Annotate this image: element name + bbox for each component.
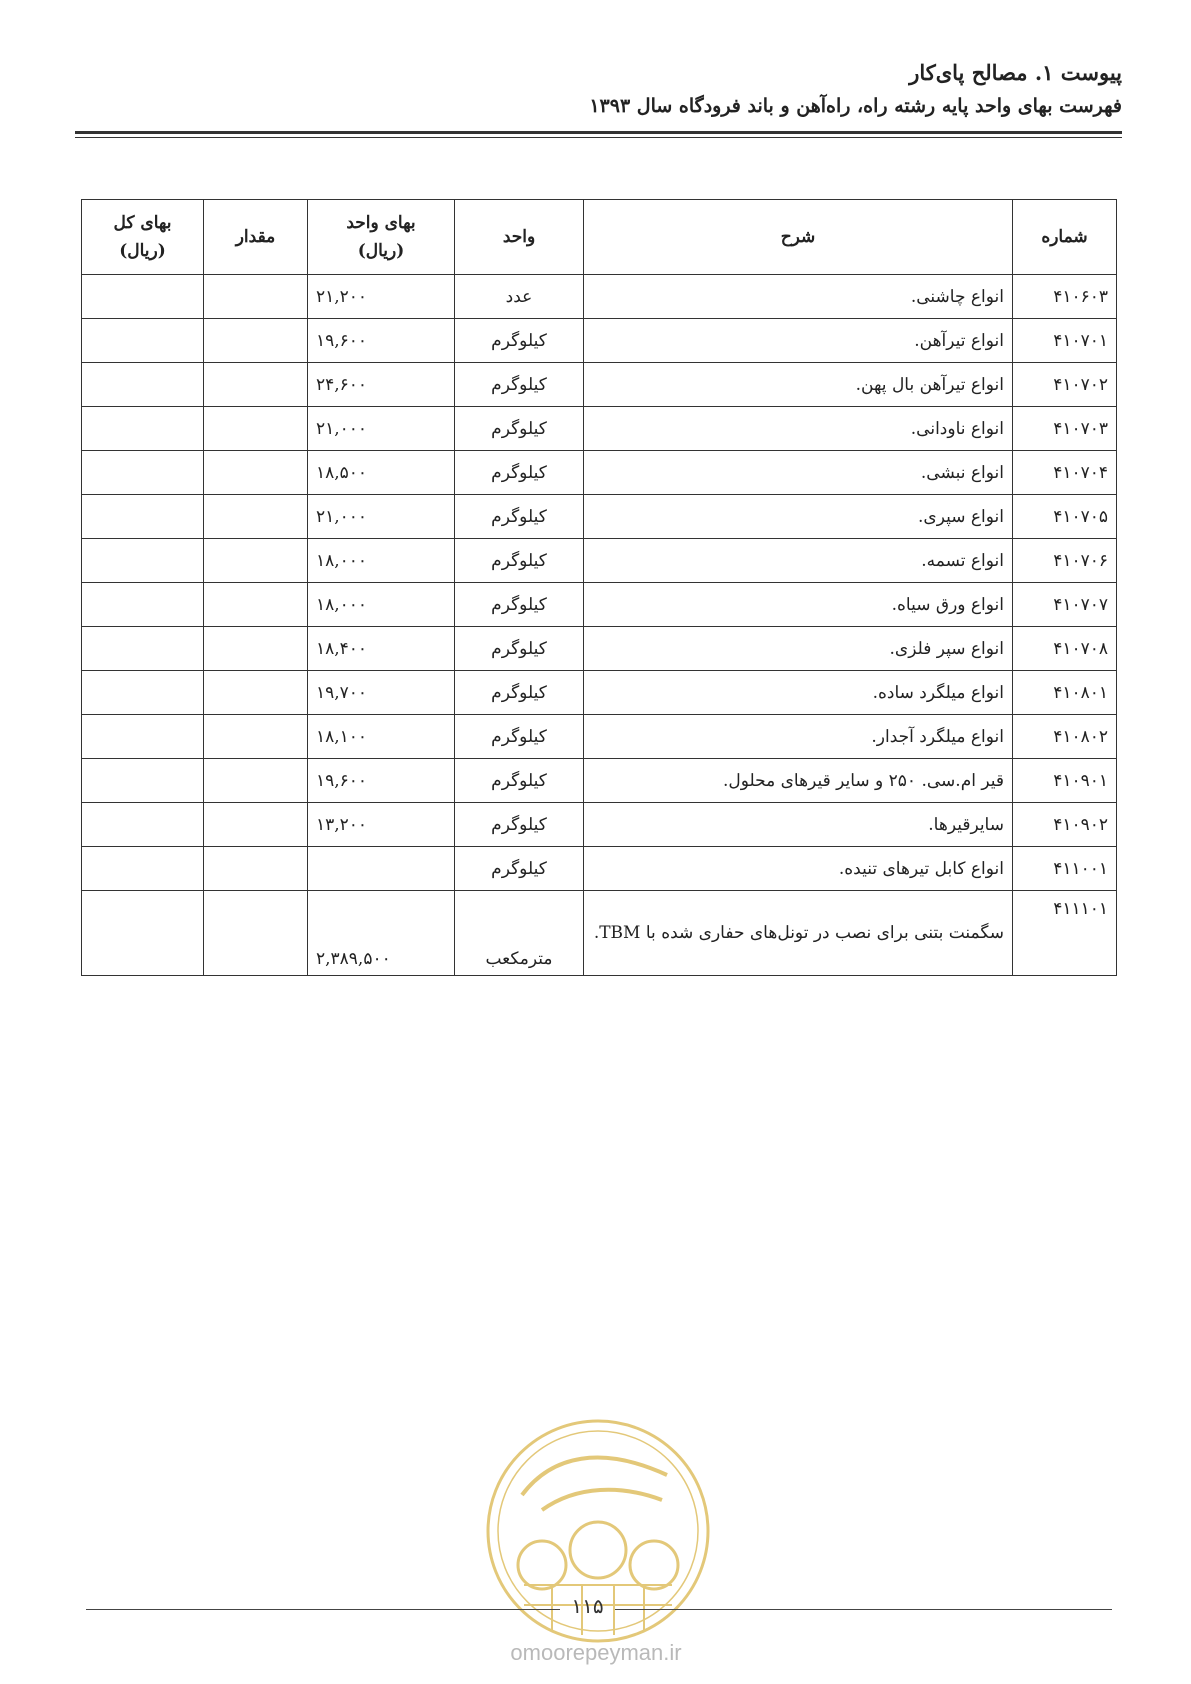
row-description: انواع چاشنی.: [584, 275, 1013, 319]
row-code: ۴۱۰۷۰۲: [1013, 363, 1117, 407]
table-header-row: [82, 200, 1117, 275]
row-total: [82, 891, 204, 976]
table-row: [82, 847, 1117, 891]
row-unit: مترمکعب: [455, 891, 584, 976]
row-total: [82, 715, 204, 759]
row-description: انواع تیرآهن.: [584, 319, 1013, 363]
row-code: ۴۱۰۸۰۱: [1013, 671, 1117, 715]
row-total: [82, 539, 204, 583]
document-subtitle: فهرست بهای واحد پایه رشته راه، راه‌آهن و باند فرودگاه سال ۱۳۹۳: [589, 95, 1122, 117]
row-quantity: [204, 407, 308, 451]
row-description: انواع میلگرد آجدار.: [584, 715, 1013, 759]
table-row: [82, 627, 1117, 671]
table-row: [82, 891, 1117, 976]
row-quantity: [204, 803, 308, 847]
row-unit-price: ۱۹,۶۰۰: [308, 319, 455, 363]
header-unit: واحد: [455, 200, 584, 275]
row-unit: کیلوگرم: [455, 803, 584, 847]
header-total-label: بهای کل: [113, 213, 172, 233]
row-code: ۴۱۰۸۰۲: [1013, 715, 1117, 759]
row-unit: کیلوگرم: [455, 847, 584, 891]
row-unit: کیلوگرم: [455, 627, 584, 671]
table-row: [82, 583, 1117, 627]
row-code: ۴۱۰۷۰۳: [1013, 407, 1117, 451]
row-unit-price: ۱۸,۱۰۰: [308, 715, 455, 759]
row-quantity: [204, 627, 308, 671]
row-unit: کیلوگرم: [455, 363, 584, 407]
table-row: [82, 803, 1117, 847]
row-total: [82, 363, 204, 407]
page-header: [75, 56, 1122, 122]
row-unit: کیلوگرم: [455, 539, 584, 583]
header-total: [82, 200, 204, 275]
row-code: ۴۱۱۱۰۱: [1013, 891, 1117, 976]
row-unit: کیلوگرم: [455, 407, 584, 451]
row-quantity: [204, 715, 308, 759]
table-row: [82, 539, 1117, 583]
row-unit: کیلوگرم: [455, 495, 584, 539]
row-quantity: [204, 671, 308, 715]
row-unit: کیلوگرم: [455, 671, 584, 715]
table-row: [82, 363, 1117, 407]
row-description: انواع نبشی.: [584, 451, 1013, 495]
row-unit-price: ۱۹,۶۰۰: [308, 759, 455, 803]
row-unit: عدد: [455, 275, 584, 319]
row-quantity: [204, 759, 308, 803]
header-code: شماره: [1013, 200, 1117, 275]
row-description: سایرقیرها.: [584, 803, 1013, 847]
table-row: [82, 275, 1117, 319]
row-total: [82, 495, 204, 539]
row-description: انواع سپر فلزی.: [584, 627, 1013, 671]
row-unit-price: ۱۸,۰۰۰: [308, 583, 455, 627]
table-row: [82, 671, 1117, 715]
row-code: ۴۱۰۹۰۱: [1013, 759, 1117, 803]
row-unit-price: [308, 847, 455, 891]
row-total: [82, 803, 204, 847]
row-description: انواع میلگرد ساده.: [584, 671, 1013, 715]
header-rule-thin: [75, 137, 1122, 138]
table-row: [82, 495, 1117, 539]
row-quantity: [204, 583, 308, 627]
row-description: سگمنت بتنی برای نصب در تونل‌های حفاری شده با TBM.: [584, 891, 1013, 976]
row-unit-price: ۲,۳۸۹,۵۰۰: [308, 891, 455, 976]
row-unit-price: ۱۹,۷۰۰: [308, 671, 455, 715]
row-unit: کیلوگرم: [455, 715, 584, 759]
row-total: [82, 451, 204, 495]
row-code: ۴۱۰۹۰۲: [1013, 803, 1117, 847]
row-description: انواع تیرآهن بال پهن.: [584, 363, 1013, 407]
row-unit: کیلوگرم: [455, 451, 584, 495]
row-unit-price: ۱۸,۴۰۰: [308, 627, 455, 671]
header-unit-price-currency: (ریال): [357, 241, 405, 261]
row-quantity: [204, 319, 308, 363]
row-code: ۴۱۰۷۰۶: [1013, 539, 1117, 583]
row-code: ۴۱۰۷۰۷: [1013, 583, 1117, 627]
row-quantity: [204, 847, 308, 891]
row-unit-price: ۲۱,۰۰۰: [308, 495, 455, 539]
table-row: [82, 451, 1117, 495]
row-description: انواع ورق سیاه.: [584, 583, 1013, 627]
watermark-site: omoorepeyman.ir: [510, 1640, 682, 1665]
header-quantity: مقدار: [204, 200, 308, 275]
header-unit-price-label: بهای واحد: [346, 213, 416, 233]
appendix-title: پیوست ۱. مصالح پای‌کار: [909, 60, 1122, 85]
row-total: [82, 583, 204, 627]
row-quantity: [204, 275, 308, 319]
header-description: شرح: [584, 200, 1013, 275]
row-total: [82, 847, 204, 891]
row-unit-price: ۲۱,۲۰۰: [308, 275, 455, 319]
row-code: ۴۱۰۷۰۱: [1013, 319, 1117, 363]
row-unit-price: ۲۱,۰۰۰: [308, 407, 455, 451]
header-total-currency: (ریال): [119, 241, 166, 261]
row-quantity: [204, 451, 308, 495]
table-row: [82, 759, 1117, 803]
row-description: انواع تسمه.: [584, 539, 1013, 583]
footer-rule-right: [615, 1609, 1112, 1610]
footer-rule-left: [86, 1609, 560, 1610]
row-unit: کیلوگرم: [455, 319, 584, 363]
table-row: [82, 319, 1117, 363]
row-description: انواع کابل تیرهای تنیده.: [584, 847, 1013, 891]
page-number: ۱۱۵: [571, 1594, 604, 1618]
row-description: انواع سپری.: [584, 495, 1013, 539]
row-unit-price: ۱۸,۵۰۰: [308, 451, 455, 495]
table-body: [82, 275, 1117, 976]
row-total: [82, 671, 204, 715]
row-description: انواع ناودانی.: [584, 407, 1013, 451]
row-code: ۴۱۰۶۰۳: [1013, 275, 1117, 319]
row-total: [82, 759, 204, 803]
row-unit-price: ۲۴,۶۰۰: [308, 363, 455, 407]
row-code: ۴۱۰۷۰۵: [1013, 495, 1117, 539]
row-quantity: [204, 495, 308, 539]
row-unit-price: ۱۳,۲۰۰: [308, 803, 455, 847]
row-total: [82, 319, 204, 363]
row-total: [82, 407, 204, 451]
row-code: ۴۱۰۷۰۴: [1013, 451, 1117, 495]
row-quantity: [204, 363, 308, 407]
row-unit-price: ۱۸,۰۰۰: [308, 539, 455, 583]
row-unit: کیلوگرم: [455, 583, 584, 627]
row-description: قیر ام.سی. ۲۵۰ و سایر قیرهای محلول.: [584, 759, 1013, 803]
row-quantity: [204, 539, 308, 583]
header-rule-thick: [75, 131, 1122, 134]
row-code: ۴۱۱۰۰۱: [1013, 847, 1117, 891]
row-total: [82, 627, 204, 671]
row-code: ۴۱۰۷۰۸: [1013, 627, 1117, 671]
row-unit: کیلوگرم: [455, 759, 584, 803]
table-row: [82, 715, 1117, 759]
row-quantity: [204, 891, 308, 976]
header-unit-price: [308, 200, 455, 275]
table-row: [82, 407, 1117, 451]
price-table: [81, 199, 1117, 976]
row-total: [82, 275, 204, 319]
